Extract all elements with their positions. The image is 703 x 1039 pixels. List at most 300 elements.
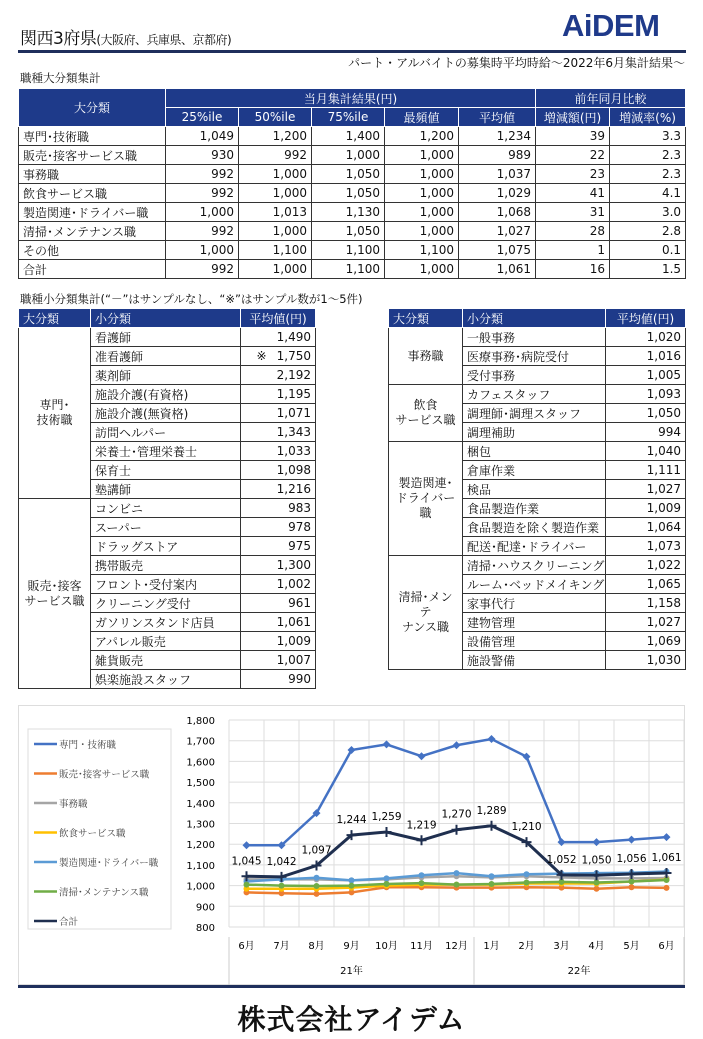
avg-value: 994	[626, 423, 686, 442]
data-point	[419, 872, 425, 878]
avg-value: 1,195	[269, 385, 316, 404]
x-tick-label: 2月	[518, 941, 535, 952]
job-name: 調理師･調理スタッフ	[463, 404, 606, 423]
category-cell: 飲食サービス職	[19, 184, 166, 203]
sample-note	[606, 575, 626, 594]
header-minor: 小分類	[91, 309, 241, 328]
sample-note	[241, 499, 269, 518]
y-tick-label: 800	[195, 923, 215, 934]
table-row	[19, 241, 686, 260]
minor-table-right	[388, 308, 686, 670]
avg-value: 1,111	[626, 461, 686, 480]
x-tick-label: 11月	[410, 941, 433, 952]
legend-entry: 販売･接客サービス職	[59, 769, 150, 781]
table-row	[19, 146, 686, 165]
value-cell: 1,050	[312, 184, 385, 203]
data-point	[418, 752, 426, 760]
job-name: 設備管理	[463, 632, 606, 651]
sample-note	[241, 423, 269, 442]
avg-value: 1,158	[626, 594, 686, 613]
y-tick-label: 1,100	[186, 860, 215, 872]
job-name: 一般事務	[463, 328, 606, 347]
sample-note	[241, 575, 269, 594]
sample-note	[241, 537, 269, 556]
value-cell: 4.1	[610, 184, 686, 203]
value-cell: 1,000	[385, 165, 459, 184]
major-section-label: 職種大分類集計	[20, 71, 101, 85]
table-row	[19, 203, 686, 222]
table-row	[19, 328, 316, 347]
data-point	[279, 883, 285, 889]
avg-value: 961	[269, 594, 316, 613]
avg-value: 1,073	[626, 537, 686, 556]
x-tick-label: 4月	[588, 941, 605, 952]
header-yoy: 前年同月比較	[536, 89, 686, 108]
job-name: 調理補助	[463, 423, 606, 442]
group-label: 飲食 サービス職	[395, 398, 456, 427]
header-category: 大分類	[19, 89, 166, 127]
value-cell: 1,130	[312, 203, 385, 222]
data-point	[489, 873, 495, 879]
minor-section-label: 職種小分類集計(“－”はサンプルなし、“※”はサンプル数が1～5件)	[20, 292, 363, 306]
value-cell: 1,068	[459, 203, 536, 222]
avg-value: 1,005	[626, 366, 686, 385]
job-name: 看護師	[91, 328, 241, 347]
x-tick-label: 5月	[623, 941, 640, 952]
job-name: クリーニング受付	[91, 594, 241, 613]
title-main: 関西3府県	[20, 29, 97, 49]
table-row	[389, 385, 686, 404]
job-name: 家事代行	[463, 594, 606, 613]
sample-note	[241, 670, 269, 689]
sample-note	[241, 366, 269, 385]
job-name: 栄養士･管理栄養士	[91, 442, 241, 461]
data-label: 1,097	[301, 844, 332, 857]
y-tick-label: 1,000	[186, 881, 215, 893]
value-cell: 1,000	[385, 260, 459, 279]
y-tick-label: 1,300	[186, 819, 215, 831]
value-cell: 1,000	[239, 260, 312, 279]
page-title	[20, 24, 231, 49]
value-cell: 1,000	[385, 203, 459, 222]
x-tick-label: 8月	[308, 941, 325, 952]
table-row	[389, 328, 686, 347]
job-name: フロント･受付案内	[91, 575, 241, 594]
value-cell: 1,000	[166, 203, 239, 222]
value-cell: 0.1	[610, 241, 686, 260]
job-name: 訪問ヘルパー	[91, 423, 241, 442]
sample-note	[241, 632, 269, 651]
avg-value: 1,002	[269, 575, 316, 594]
data-point	[593, 838, 601, 846]
group-cell	[19, 328, 91, 499]
avg-value: 1,300	[269, 556, 316, 575]
value-cell: 41	[536, 184, 610, 203]
x-tick-label: 6月	[658, 941, 675, 952]
sample-note	[606, 328, 626, 347]
avg-value: 1,009	[269, 632, 316, 651]
job-name: 施設警備	[463, 651, 606, 670]
data-point	[487, 821, 497, 831]
sample-note	[606, 594, 626, 613]
value-cell: 1,000	[166, 241, 239, 260]
value-cell: 992	[166, 165, 239, 184]
wage-trend-chart	[18, 705, 685, 985]
legend-entry: 飲食サービス職	[59, 828, 126, 840]
avg-value: 1,490	[269, 328, 316, 347]
sample-note: ※	[241, 347, 269, 366]
sample-note	[241, 651, 269, 670]
data-point	[454, 870, 460, 876]
sample-note	[606, 442, 626, 461]
value-cell: 1,000	[385, 222, 459, 241]
chart-svg	[19, 706, 686, 986]
data-label: 1,052	[546, 853, 577, 866]
group-label: 専門･ 技術職	[36, 398, 73, 427]
category-cell: 事務職	[19, 165, 166, 184]
value-cell: 1.5	[610, 260, 686, 279]
avg-value: 1,069	[626, 632, 686, 651]
title-sub: (大阪府、兵庫県、京都府)	[96, 33, 232, 47]
sample-note	[606, 480, 626, 499]
job-name: 塾講師	[91, 480, 241, 499]
data-point	[594, 879, 600, 885]
group-cell	[389, 328, 463, 385]
job-name: 倉庫作業	[463, 461, 606, 480]
data-label: 1,061	[651, 851, 682, 864]
sample-note	[241, 556, 269, 575]
value-cell: 1,000	[385, 184, 459, 203]
sample-note	[241, 518, 269, 537]
sample-note	[606, 385, 626, 404]
year-label: 22年	[567, 966, 591, 977]
sample-note	[241, 328, 269, 347]
header-major: 大分類	[19, 309, 91, 328]
job-name: 検品	[463, 480, 606, 499]
x-tick-label: 12月	[445, 941, 468, 952]
group-cell	[389, 556, 463, 670]
x-tick-label: 3月	[553, 941, 570, 952]
data-point	[558, 838, 566, 846]
job-name: 施設介護(有資格)	[91, 385, 241, 404]
column-header: 最頻値	[385, 108, 459, 127]
data-point	[419, 880, 425, 886]
value-cell: 1,234	[459, 127, 536, 146]
y-tick-label: 1,200	[186, 840, 215, 852]
job-name: スーパー	[91, 518, 241, 537]
avg-value: 1,007	[269, 651, 316, 670]
sample-note	[606, 651, 626, 670]
avg-value: 1,750	[269, 347, 316, 366]
avg-value: 1,030	[626, 651, 686, 670]
column-header: 50%ile	[239, 108, 312, 127]
avg-value: 2,192	[269, 366, 316, 385]
data-point	[349, 877, 355, 883]
avg-value: 978	[269, 518, 316, 537]
category-cell: 販売･接客サービス職	[19, 146, 166, 165]
x-tick-label: 7月	[273, 941, 290, 952]
divider	[18, 50, 686, 53]
data-point	[664, 885, 670, 891]
job-name: 保育士	[91, 461, 241, 480]
job-name: 清掃･ハウスクリーニング	[463, 556, 606, 575]
table-row	[19, 222, 686, 241]
y-tick-label: 1,400	[186, 798, 215, 810]
avg-value: 975	[269, 537, 316, 556]
legend-entry: 専門・技術職	[59, 740, 117, 751]
data-label: 1,210	[511, 821, 542, 834]
data-point	[524, 871, 530, 877]
data-label: 1,219	[406, 819, 437, 832]
avg-value: 1,040	[626, 442, 686, 461]
value-cell: 3.3	[610, 127, 686, 146]
table-row	[19, 260, 686, 279]
job-name: ルーム･ベッドメイキング	[463, 575, 606, 594]
value-cell: 22	[536, 146, 610, 165]
job-name: 准看護師	[91, 347, 241, 366]
value-cell: 989	[459, 146, 536, 165]
header-avg: 平均値(円)	[241, 309, 316, 328]
value-cell: 1,013	[239, 203, 312, 222]
avg-value: 1,216	[269, 480, 316, 499]
avg-value: 1,065	[626, 575, 686, 594]
category-cell: 製造関連･ドライバー職	[19, 203, 166, 222]
table-row	[19, 184, 686, 203]
data-point	[628, 836, 636, 844]
column-header: 平均値	[459, 108, 536, 127]
avg-value: 1,020	[626, 328, 686, 347]
group-cell	[389, 442, 463, 556]
avg-value: 1,061	[269, 613, 316, 632]
data-point	[453, 741, 461, 749]
legend-entry: 事務職	[59, 799, 88, 810]
company-logo: 株式会社アイデム	[237, 1003, 466, 1036]
job-name: ガソリンスタンド店員	[91, 613, 241, 632]
value-cell: 1,400	[312, 127, 385, 146]
column-header: 75%ile	[312, 108, 385, 127]
value-cell: 1,000	[239, 184, 312, 203]
sample-note	[241, 404, 269, 423]
job-name: 梱包	[463, 442, 606, 461]
data-point	[383, 740, 391, 748]
job-name: 受付事務	[463, 366, 606, 385]
table-row	[19, 127, 686, 146]
data-point	[662, 868, 672, 878]
data-point	[382, 827, 392, 837]
minor-table-left	[18, 308, 316, 689]
data-point	[524, 879, 530, 885]
y-tick-label: 1,500	[186, 778, 215, 790]
value-cell: 930	[166, 146, 239, 165]
data-point	[314, 875, 320, 881]
group-label: 清掃･メンテ ナンス職	[398, 590, 453, 634]
job-name: ドラッグストア	[91, 537, 241, 556]
data-point	[349, 883, 355, 889]
data-label: 1,042	[266, 855, 297, 868]
value-cell: 1,200	[239, 127, 312, 146]
value-cell: 1,100	[239, 241, 312, 260]
avg-value: 983	[269, 499, 316, 518]
group-label: 事務職	[407, 348, 444, 363]
avg-value: 990	[269, 670, 316, 689]
avg-value: 1,016	[626, 347, 686, 366]
avg-value: 1,343	[269, 423, 316, 442]
legend-entry: 清掃･メンテナンス職	[59, 887, 149, 899]
job-name: アパレル販売	[91, 632, 241, 651]
value-cell: 39	[536, 127, 610, 146]
value-cell: 992	[166, 184, 239, 203]
sample-note	[241, 461, 269, 480]
value-cell: 28	[536, 222, 610, 241]
header-row	[19, 89, 686, 108]
value-cell: 992	[166, 260, 239, 279]
header-row	[19, 309, 316, 328]
value-cell: 1,100	[385, 241, 459, 260]
data-point	[663, 833, 671, 841]
avg-value: 1,093	[626, 385, 686, 404]
table-row	[389, 442, 686, 461]
header-row	[389, 309, 686, 328]
avg-value: 1,027	[626, 613, 686, 632]
value-cell: 16	[536, 260, 610, 279]
group-label: 製造関連･ ドライバー職	[395, 476, 456, 520]
aidem-logo: AiDEM	[562, 8, 660, 43]
value-cell: 1,029	[459, 184, 536, 203]
value-cell: 3.0	[610, 203, 686, 222]
avg-value: 1,033	[269, 442, 316, 461]
data-label: 1,045	[231, 855, 262, 868]
sample-note	[606, 404, 626, 423]
y-tick-label: 1,600	[186, 757, 215, 769]
data-point	[244, 882, 250, 888]
category-cell: その他	[19, 241, 166, 260]
job-name: 建物管理	[463, 613, 606, 632]
sample-note	[606, 518, 626, 537]
sample-note	[606, 423, 626, 442]
job-name: 携帯販売	[91, 556, 241, 575]
data-point	[629, 884, 635, 890]
job-name: 食品製造作業	[463, 499, 606, 518]
group-cell	[389, 385, 463, 442]
data-point	[454, 882, 460, 888]
job-name: コンビニ	[91, 499, 241, 518]
data-point	[489, 881, 495, 887]
value-cell: 1,027	[459, 222, 536, 241]
sample-note	[241, 385, 269, 404]
sample-note	[606, 499, 626, 518]
value-cell: 992	[239, 146, 312, 165]
avg-value: 1,027	[626, 480, 686, 499]
group-label: 販売･接客 サービス職	[24, 578, 85, 608]
avg-value: 1,071	[269, 404, 316, 423]
category-cell: 清掃･メンテナンス職	[19, 222, 166, 241]
data-label: 1,056	[616, 853, 647, 866]
x-tick-label: 6月	[238, 941, 255, 952]
data-point	[452, 825, 462, 835]
value-cell: 992	[166, 222, 239, 241]
value-cell: 1,100	[312, 241, 385, 260]
sample-note	[241, 480, 269, 499]
avg-value: 1,022	[626, 556, 686, 575]
avg-value: 1,064	[626, 518, 686, 537]
header-minor: 小分類	[463, 309, 606, 328]
job-name: 雑貨販売	[91, 651, 241, 670]
sample-note	[241, 442, 269, 461]
value-cell: 1,000	[239, 165, 312, 184]
data-label: 1,289	[476, 804, 507, 817]
y-tick-label: 1,700	[186, 736, 215, 748]
value-cell: 2.8	[610, 222, 686, 241]
job-name: 娯楽施設スタッフ	[91, 670, 241, 689]
category-cell: 合計	[19, 260, 166, 279]
year-label: 21年	[340, 966, 363, 977]
header-current: 当月集計結果(円)	[166, 89, 536, 108]
y-tick-label: 900	[195, 902, 215, 914]
data-point	[243, 841, 251, 849]
value-cell: 1,037	[459, 165, 536, 184]
legend-entry: 合計	[59, 917, 79, 928]
value-cell: 1,049	[166, 127, 239, 146]
job-name: 薬剤師	[91, 366, 241, 385]
sample-note	[606, 537, 626, 556]
legend-entry: 製造関連･ドライバー職	[59, 858, 159, 869]
avg-value: 1,098	[269, 461, 316, 480]
job-name: カフェスタッフ	[463, 385, 606, 404]
category-cell: 専門･技術職	[19, 127, 166, 146]
data-label: 1,270	[441, 808, 472, 821]
data-label: 1,050	[581, 854, 612, 867]
x-tick-label: 10月	[375, 941, 398, 952]
value-cell: 1,200	[385, 127, 459, 146]
table-row	[19, 165, 686, 184]
value-cell: 2.3	[610, 165, 686, 184]
value-cell: 1,000	[312, 146, 385, 165]
sample-note	[606, 613, 626, 632]
table-row	[389, 556, 686, 575]
value-cell: 1,075	[459, 241, 536, 260]
x-tick-label: 1月	[483, 941, 500, 952]
column-header: 25%ile	[166, 108, 239, 127]
value-cell: 1,050	[312, 222, 385, 241]
value-cell: 31	[536, 203, 610, 222]
data-point	[594, 886, 600, 892]
data-point	[314, 883, 320, 889]
value-cell: 1,061	[459, 260, 536, 279]
sample-note	[606, 347, 626, 366]
column-header: 増減額(円)	[536, 108, 610, 127]
sample-note	[241, 594, 269, 613]
sample-note	[606, 366, 626, 385]
column-header: 増減率(%)	[610, 108, 686, 127]
sample-note	[606, 556, 626, 575]
value-cell: 1	[536, 241, 610, 260]
data-label: 1,259	[371, 810, 402, 823]
avg-value: 1,009	[626, 499, 686, 518]
data-point	[384, 881, 390, 887]
data-point	[629, 878, 635, 884]
data-point	[314, 891, 320, 897]
avg-value: 1,050	[626, 404, 686, 423]
value-cell: 2.3	[610, 146, 686, 165]
data-label: 1,244	[336, 814, 367, 827]
value-cell: 1,000	[385, 146, 459, 165]
value-cell: 1,050	[312, 165, 385, 184]
header-major: 大分類	[389, 309, 463, 328]
value-cell: 23	[536, 165, 610, 184]
job-name: 医療事務･病院受付	[463, 347, 606, 366]
sample-note	[241, 613, 269, 632]
data-point	[384, 875, 390, 881]
